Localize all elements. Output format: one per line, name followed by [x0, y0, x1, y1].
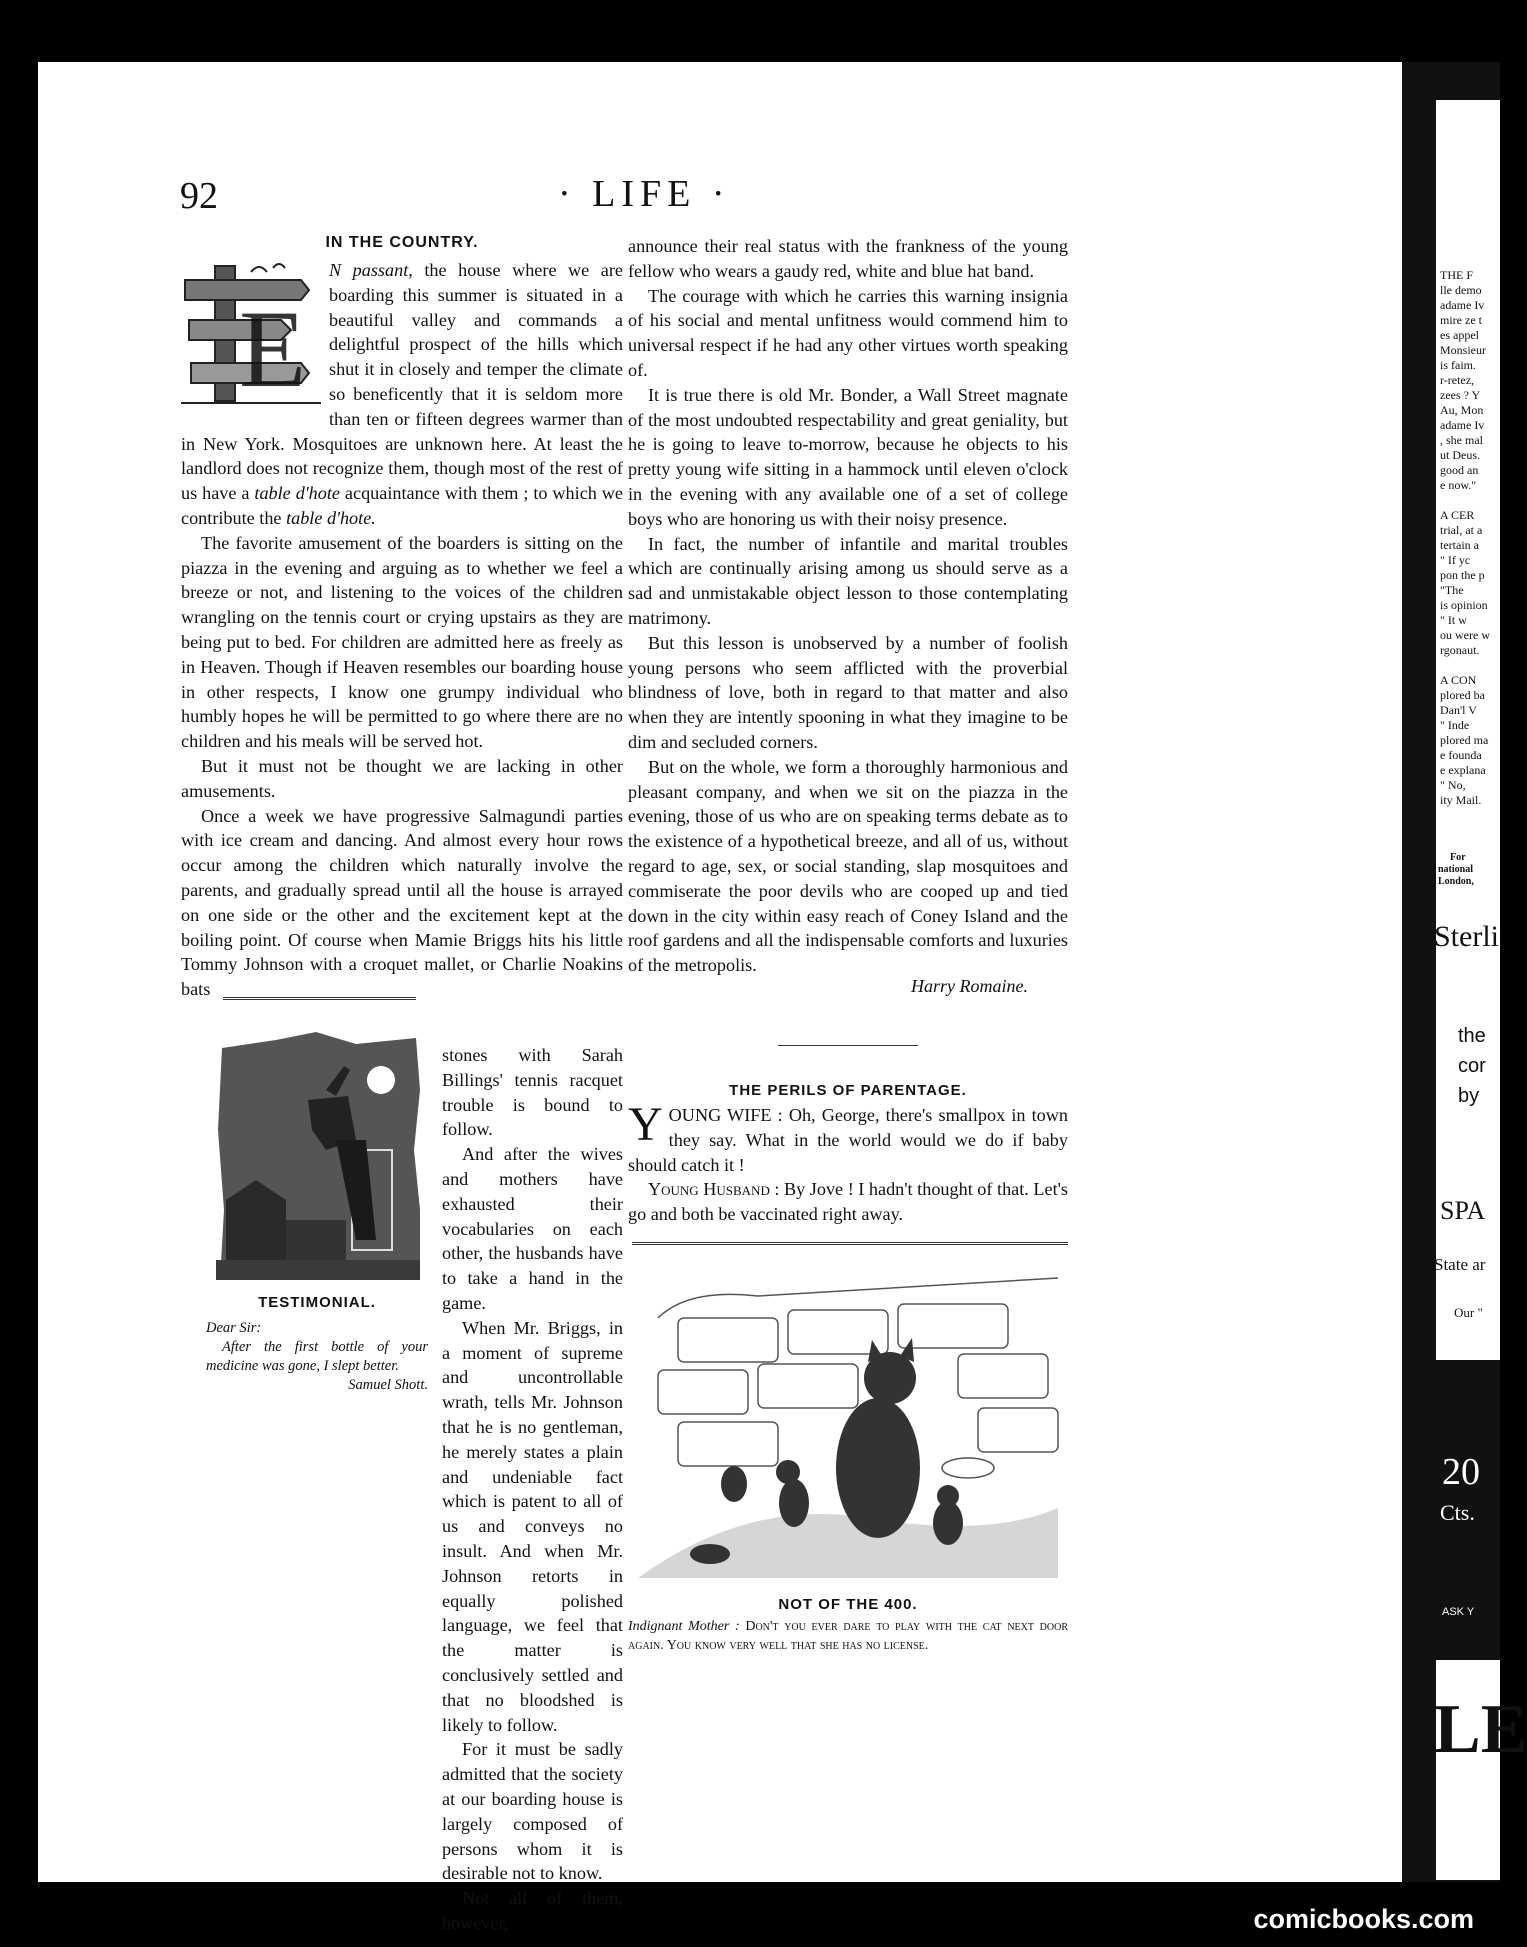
drop-cap-e: E — [239, 288, 307, 410]
next-page-line: es appel — [1440, 328, 1479, 342]
perils-section — [628, 1082, 1068, 1227]
next-page-line: is faim. — [1440, 358, 1476, 372]
testimonial-heading: TESTIMONIAL. — [258, 1294, 376, 1311]
next-page-line: " Inde — [1440, 718, 1470, 732]
next-page-line: " It w — [1440, 613, 1467, 627]
country-signature: Harry Romaine. — [911, 975, 1028, 996]
country-right-paragraph-5: But this lesson is unobserved by a number of foolish young persons who seem afflicted with the proverbial blindness of love, both in regard to that matter and also when they are intently spooning in what they imagine to be dim and secluded corners. — [628, 632, 1068, 752]
country-right-paragraph-1: announce their real status with the frankness of the young fellow who wears a gaudy red, white and blue hat band. — [628, 236, 1068, 281]
country-paragraph-3: But it must not be thought we are lacking in other amusements. — [181, 755, 623, 801]
cats-caption-text: Indignant Mother : Don't you ever dare to play with the cat next door again. You know very well that she has no license. — [628, 1619, 1068, 1653]
next-page-text-fragments — [1440, 268, 1490, 808]
testimonial — [206, 1294, 428, 1395]
next-page-line: adame Iv — [1440, 298, 1485, 312]
country-paragraph-4: Once a week we have progressive Salmagundi parties with ice cream and dancing. And almost every hour rows occur among the children which naturally involve the parents, and gradually spread until all the house is arrayed on one side or the other and the excitement kept at the boiling point. Of course when Mamie Briggs hits his little Tommy Johnson with a croquet mallet, or Charlie Noakins bats — [181, 805, 623, 1000]
cats-cartoon — [628, 1258, 1068, 1588]
state-fragment: State ar — [1434, 1255, 1486, 1274]
ad-fragment-1: For — [1450, 852, 1466, 863]
spa-fragment: SPA — [1440, 1196, 1486, 1225]
next-page-line: good an — [1440, 463, 1479, 477]
sterling-fragment: Sterli — [1434, 920, 1499, 953]
le-fragment: LE — [1434, 1691, 1527, 1768]
next-page-line: Au, Mon — [1440, 403, 1484, 417]
word-fragment-2: cor — [1458, 1055, 1486, 1077]
perils-heading: THE PERILS OF PARENTAGE. — [729, 1082, 967, 1099]
next-page-line: A CON — [1440, 673, 1477, 687]
page-number: 92 — [180, 175, 218, 217]
country-right-column — [628, 234, 1068, 997]
next-page-line: e founda — [1440, 748, 1482, 762]
country-paragraph-4-cont: stones with Sarah Billings' tennis racquet trouble is bound to follow. — [442, 1045, 623, 1140]
signature-rule — [778, 1045, 918, 1046]
country-right-paragraph-3: It is true there is old Mr. Bonder, a Wall Street magnate of the most undoubted respectability and great geniality, but he is going to leave to-morrow, because he objects to his pretty young wife sitting in a hammock until eleven o'clock in the evening with any available one of a set of college boys who are honoring us with their noisy presence. — [628, 384, 1068, 529]
testimonial-body: After the first bottle of your medicine was gone, I slept better. — [206, 1339, 428, 1374]
section-rule — [223, 997, 416, 1000]
ad-fragment-3: London, — [1438, 876, 1474, 887]
country-narrow-column — [442, 1043, 623, 1936]
country-paragraph-2: The favorite amusement of the boarders is sitting on the piazza in the evening and arguing as to whether we feel a breeze or not, and listening to the voices of the children wrangling on the tennis court or crying upstairs as they are being put to bed. For children are admitted here as freely as in Heaven. Though if Heaven resembles our boarding house in other respects, I know one grumpy individual who humbly hopes he will be permitted to go where there are no children and his meals will be served hot. — [181, 532, 623, 752]
word-fragment-1: the — [1458, 1025, 1486, 1047]
perils-wife-line: OUNG WIFE : Oh, George, there's smallpox in town they say. What in the world would we do if baby should catch it ! — [628, 1105, 1068, 1175]
next-page-fragment — [1434, 100, 1527, 1880]
next-page-line: A CER — [1440, 508, 1475, 522]
next-page-line: plored ma — [1440, 733, 1489, 747]
next-page-line — [1440, 493, 1490, 508]
country-right-paragraph-2: The courage with which he carries this warning insignia of his social and mental unfitness would commend him to universal respect if he had any other virtues worth speaking of. — [628, 285, 1068, 380]
next-page-line — [1440, 658, 1490, 673]
next-page-line: "The — [1440, 583, 1464, 597]
ad-number: 20 — [1442, 1451, 1480, 1493]
next-page-line: adame Iv — [1440, 418, 1485, 432]
ad-fragment-2: national — [1438, 864, 1474, 875]
next-page-line: tertain a — [1440, 538, 1479, 552]
cats-caption — [628, 1596, 1068, 1655]
country-column — [181, 234, 623, 1002]
next-page-line: , she mal — [1440, 433, 1483, 447]
next-page-line: is opinion — [1440, 598, 1488, 612]
country-paragraph-7: For it must be sadly admitted that the society at our boarding house is largely composed of persons whom it is desirable not to know. — [442, 1739, 623, 1884]
next-page-line: ity Mail. — [1440, 793, 1482, 807]
cartoon-rule — [632, 1242, 1068, 1245]
rooftop-night-illustration — [216, 1030, 421, 1282]
word-fragment-3: by — [1458, 1085, 1480, 1107]
country-paragraph-8: Not all of them, however, — [442, 1888, 623, 1933]
perils-drop-cap: Y — [628, 1098, 663, 1151]
next-page-line: ou were w — [1440, 628, 1490, 642]
next-page-line: mire ze t — [1440, 313, 1482, 327]
country-heading: IN THE COUNTRY. — [325, 234, 479, 251]
country-paragraph-5: And after the wives and mothers have exhausted their vocabularies on each other, the husbands have to take a hand in the game. — [442, 1144, 623, 1313]
country-right-paragraph-6: But on the whole, we form a thoroughly harmonious and pleasant company, and when we sit on the piazza in the evening, those of us who are on speaking terms debate as to the existence of a hypothetical breeze, and all of us, without regard to age, sex, or social standing, slap mosquitoes and commiserate the poor devils who are cooped up and tied down in the city within easy reach of Coney Island and the roof gardens and all the indispensable comforts and luxuries of the metropolis. — [628, 756, 1068, 976]
ad-cents: Cts. — [1440, 1500, 1475, 1525]
next-page-line: r-retez, — [1440, 373, 1475, 387]
next-page-line: e explana — [1440, 763, 1486, 777]
next-page-line: " No, — [1440, 778, 1466, 792]
next-page-line: lle demo — [1440, 283, 1482, 297]
ad-ask: ASK Y — [1442, 1606, 1475, 1618]
next-page-line: Dan'l V — [1440, 703, 1477, 717]
next-page-line: ut Deus. — [1440, 448, 1480, 462]
watermark: comicbooks.com — [1253, 1904, 1474, 1934]
country-paragraph-1: N passant, the house where we are boarding this summer is situated in a beautiful valley and commands a delightful prospect of the hills which shut it in closely and temper the climate so beneficently that it is seldom more than ten or fifteen degrees warmer than in New York. Mosquitoes are unknown here. At least the landlord does not recognize them, though most of the rest of us have a table d'hote acquaintance with them ; to which we contribute the table d'hote. — [181, 260, 624, 528]
testimonial-salutation: Dear Sir: — [206, 1320, 262, 1336]
next-page-line: pon the p — [1440, 568, 1485, 582]
country-paragraph-6: When Mr. Briggs, in a moment of supreme and uncontrollable wrath, tells Mr. Johnson that he is no gentleman, he merely states a plain and undeniable fact which is patent to all of us and conveys no insult. And when Mr. Johnson retorts in equally polished language, we feel that the matter is conclusively settled and that no bloodshed is likely to follow. — [442, 1317, 623, 1735]
cats-heading: NOT OF THE 400. — [778, 1596, 918, 1613]
next-page-line: trial, at a — [1440, 523, 1483, 537]
black-ad-block — [1436, 1360, 1500, 1660]
next-page-line: e now." — [1440, 478, 1477, 492]
signpost-drop-cap-illustration — [181, 258, 321, 408]
next-page-line: rgonaut. — [1440, 643, 1480, 657]
next-page-line: THE F — [1440, 268, 1473, 282]
next-page-line: " If yc — [1440, 553, 1471, 567]
next-page-line: Monsieur — [1440, 343, 1486, 357]
testimonial-signature: Samuel Shott. — [348, 1377, 428, 1393]
next-page-line: zees ? Y — [1440, 388, 1481, 402]
our-fragment: Our " — [1454, 1305, 1483, 1320]
perils-husband-line: Young Husband : By Jove ! I hadn't thought of that. Let's go and both be vaccinated right away. — [628, 1179, 1068, 1225]
next-page-line: plored ba — [1440, 688, 1485, 702]
masthead-title: · LIFE · — [558, 173, 731, 215]
country-right-paragraph-4: In fact, the number of infantile and marital troubles which are continually arising among us should serve as a sad and unmistakable object lesson to those contemplating matrimony. — [628, 533, 1068, 628]
